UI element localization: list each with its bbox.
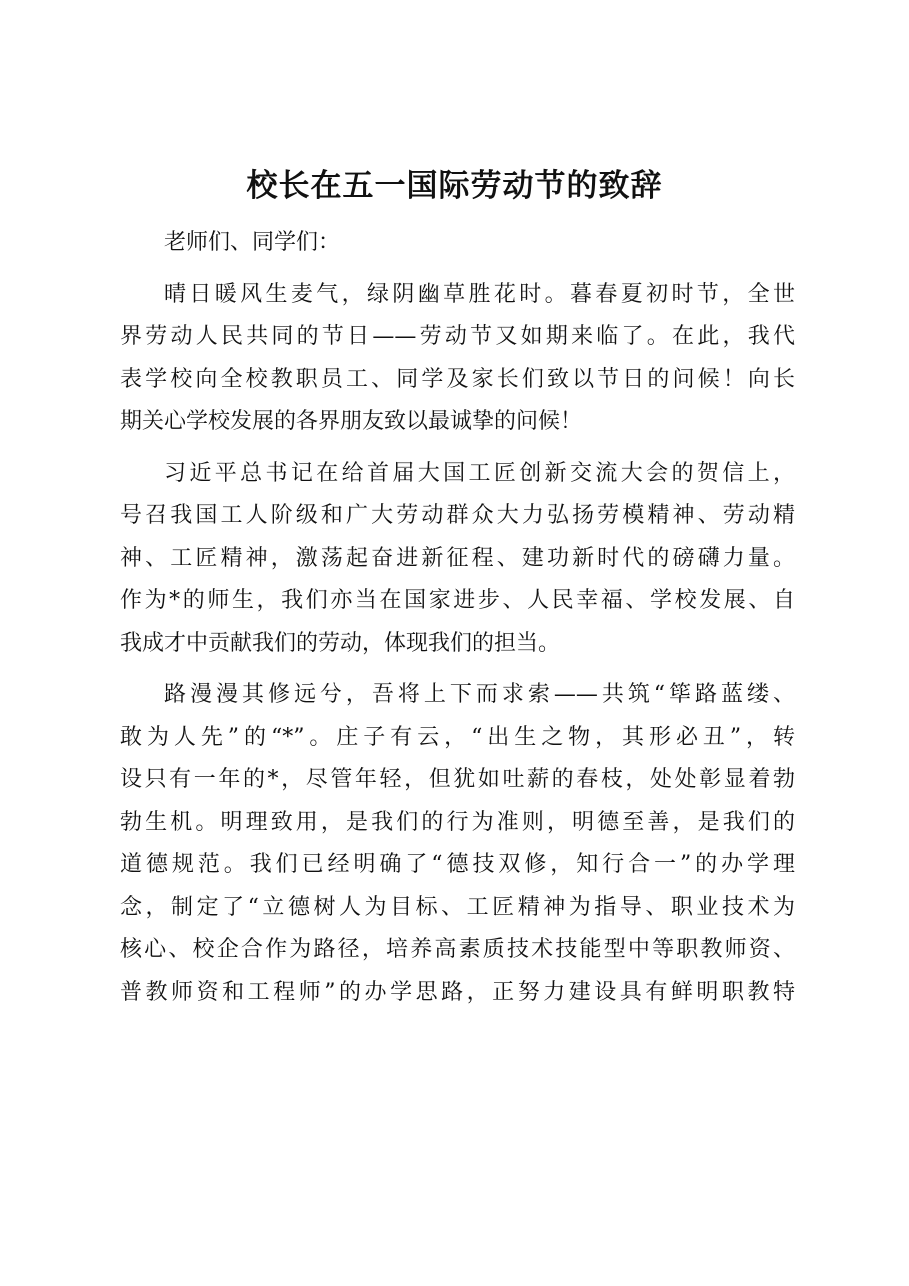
- paragraph-line: 习近平总书记在给首届大国工匠创新交流大会的贺信上，: [164, 460, 795, 486]
- paragraph-line: 核心、校企合作为路径，培养高素质技术技能型中等职教师资、: [120, 937, 795, 962]
- paragraph-line: 我成才中贡献我们的劳动，体现我们的担当。: [120, 630, 561, 656]
- paragraph-line: 期关心学校发展的各界朋友致以最诚挚的问候！: [120, 409, 583, 434]
- paragraph-line: 界劳动人民共同的节日——劳动节又如期来临了。在此，我代: [120, 324, 795, 349]
- paragraph-line: 神、工匠精神，激荡起奋进新征程、建功新时代的磅礴力量。: [120, 545, 795, 571]
- paragraph-line: 敢为人先”的“*”。庄子有云，“出生之物，其形必丑”，转: [120, 724, 795, 750]
- document-title: 校长在五一国际劳动节的致辞: [246, 168, 663, 204]
- paragraph-line: 普教师资和工程师”的办学思路，正努力建设具有鲜明职教特: [120, 979, 795, 1005]
- paragraph-2: [120, 453, 795, 666]
- greeting: 老师们、同学们：: [164, 230, 341, 255]
- paragraph-1: [120, 274, 795, 444]
- paragraph-line: 晴日暖风生麦气，绿阴幽草胜花时。暮春夏初时节，全世: [164, 281, 795, 307]
- paragraph-line: 作为*的师生，我们亦当在国家进步、人民幸福、学校发展、自: [120, 588, 795, 613]
- paragraph-3: [120, 674, 795, 1014]
- paragraph-line: 路漫漫其修远兮，吾将上下而求索——共筑“筚路蓝缕、: [164, 682, 795, 707]
- paragraph-line: 号召我国工人阶级和广大劳动群众大力弘扬劳模精神、劳动精: [120, 503, 795, 528]
- document-body: [120, 222, 795, 1014]
- paragraph-line: 表学校向全校教职员工、同学及家长们致以节日的问候！向长: [120, 366, 795, 392]
- paragraph-line: 念，制定了“立德树人为目标、工匠精神为指导、职业技术为: [120, 894, 795, 920]
- paragraph-line: 设只有一年的*，尽管年轻，但犹如吐薪的春枝，处处彰显着勃: [120, 767, 795, 792]
- paragraph-line: 勃生机。明理致用，是我们的行为准则，明德至善，是我们的: [120, 809, 795, 835]
- paragraph-line: 道德规范。我们已经明确了“德技双修，知行合一”的办学理: [120, 852, 795, 877]
